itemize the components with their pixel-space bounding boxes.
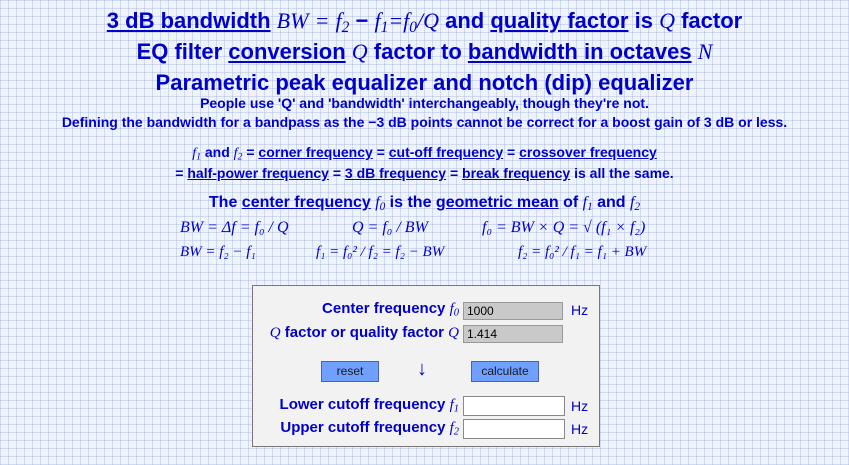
- upper-cutoff-label: Upper cutoff frequency $f_2$: [280, 419, 459, 438]
- formula-q: Q = f₀ / BW: [352, 219, 428, 236]
- f1-symbol-2: $f_1$: [582, 194, 593, 213]
- note-1: People use 'Q' and 'bandwidth' interchangeably, though they're not.: [200, 95, 649, 111]
- bw-symbol: BW: [276, 8, 309, 33]
- f1-def: $f_1$: [192, 146, 201, 163]
- cutoff-frequency-link[interactable]: cut-off frequency: [388, 144, 504, 160]
- geometric-mean-link[interactable]: geometric mean: [435, 194, 559, 211]
- upper-cutoff-output[interactable]: [463, 419, 565, 439]
- q-symbol-2: Q: [351, 39, 368, 64]
- and-text: and: [439, 8, 491, 33]
- factor-text: factor: [674, 8, 743, 33]
- lower-cutoff-label: Lower cutoff frequency $f_1$: [279, 396, 459, 415]
- center-frequency-link[interactable]: center frequency: [241, 194, 371, 211]
- lower-cutoff-output[interactable]: [463, 396, 565, 416]
- calculate-button[interactable]: calculate: [471, 361, 539, 382]
- f2-symbol: $f_2$: [335, 8, 350, 36]
- crossover-frequency-link[interactable]: crossover frequency: [519, 144, 657, 160]
- n-symbol: N: [697, 39, 713, 64]
- title-line-2: [0, 39, 849, 65]
- formula-f1: f₁ = f₀² / f₂ = f₂ − BW: [316, 244, 445, 260]
- break-frequency-link[interactable]: break frequency: [462, 165, 571, 181]
- title-line-1: [0, 8, 849, 41]
- center-frequency-unit: Hz: [571, 302, 589, 318]
- formula-f2: f₂ = f₀² / f₁ = f₁ + BW: [518, 244, 647, 260]
- equals-sign: =: [314, 8, 330, 33]
- eq-filter-text: EQ filter: [136, 39, 229, 64]
- factor-to-text: factor to: [367, 39, 468, 64]
- f1-symbol: $f_1$: [374, 8, 389, 36]
- formula-f0: f₀ = BW × Q = √ (f₁ × f₂): [482, 219, 646, 236]
- definitions-line-2: = half-power frequency = 3 dB frequency = break frequency is all the same.: [175, 165, 674, 181]
- definitions-line-1: $f_1$ and $f_2$ = corner frequency = cut-off frequency = crossover frequency: [192, 144, 657, 163]
- calculator-panel: [252, 285, 600, 447]
- half-power-frequency-link[interactable]: half-power frequency: [187, 165, 329, 181]
- bandwidth-in-octaves-link[interactable]: bandwidth in octaves: [467, 39, 692, 64]
- 3db-frequency-link[interactable]: 3 dB frequency: [344, 165, 447, 181]
- f2-def: $f_2$: [233, 146, 243, 163]
- lower-cutoff-unit: Hz: [571, 398, 589, 414]
- is-text: is: [628, 8, 660, 33]
- bandwidth-link[interactable]: 3 dB bandwidth: [106, 8, 271, 33]
- equals-sign-2: =: [388, 8, 404, 33]
- f0-symbol: $f_0$: [375, 194, 386, 213]
- center-frequency-line: The center frequency $f_0$ is the geometric mean of $f_1$ and $f_2$: [208, 194, 641, 213]
- f0-over-q: $f_0/Q$: [403, 8, 439, 36]
- center-frequency-label: Center frequency $f_0$: [322, 300, 459, 319]
- conversion-link[interactable]: conversion: [228, 39, 346, 64]
- title-line-3: Parametric peak equalizer and notch (dip) equalizer: [155, 70, 694, 95]
- minus-sign: −: [355, 8, 369, 33]
- down-arrow-icon: ↓: [417, 358, 427, 380]
- formula-bw-delta-f: BW = Δf = f₀ / Q: [180, 219, 289, 236]
- note-2: Defining the bandwidth for a bandpass as the −3 dB points cannot be correct for a boost gain of 3 dB or less.: [61, 114, 788, 130]
- f2-symbol-2: $f_2$: [630, 194, 641, 213]
- corner-frequency-link[interactable]: corner frequency: [258, 144, 373, 160]
- q-factor-input[interactable]: 1.414: [463, 325, 563, 343]
- reset-button[interactable]: reset: [321, 361, 379, 382]
- formula-bw-diff: BW = f₂ − f₁: [180, 244, 256, 260]
- q-factor-label: Q factor or quality factor Q: [269, 324, 459, 341]
- upper-cutoff-unit: Hz: [571, 421, 589, 437]
- q-symbol: Q: [659, 8, 675, 33]
- center-frequency-input[interactable]: 1000: [463, 302, 563, 320]
- quality-factor-link[interactable]: quality factor: [490, 8, 629, 33]
